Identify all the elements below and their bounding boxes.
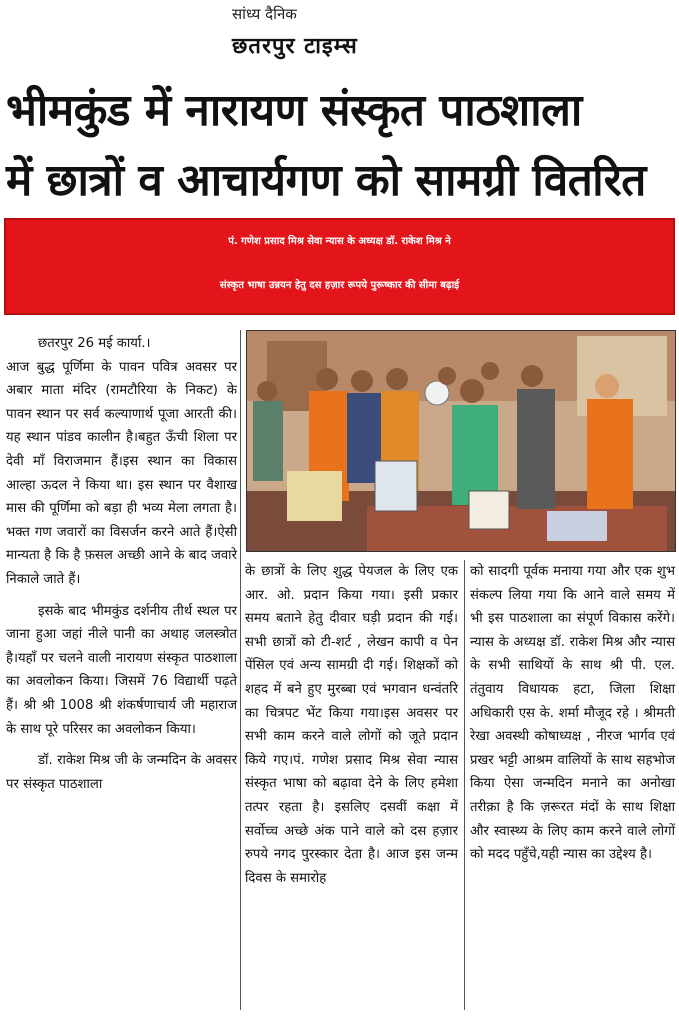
article-column-2 xyxy=(245,560,458,890)
column-divider-1 xyxy=(240,330,241,1010)
dateline: छतरपुर 26 मई कार्या.। xyxy=(38,336,151,351)
paragraph: के छात्रों के लिए शुद्ध पेयजल के लिए एक आर. ओ. प्रदान किया गया। इसी प्रकार समय बताने हेतु दीवार घड़ी प्रदान की गई। सभी छात्रों को टी-शर्ट , लेखन कापी व पेन पेंसिल एवं अन्य सामग्री दी गई। शिक्षकों को शहद में बने हुए मुरब्बा एवं भगवान धन्वंतरि का चित्रपट भेंट किया गया।इस अवसर पर सभी काम करने वाले लोगों को जूते प्रदान किये गए।पं. गणेश प्रसाद मिश्र सेवा न्यास संस्कृत भाषा को बढ़ावा देने के लिए हमेशा तत्पर रहता है। इसलिए दसवीं कक्षा में सर्वोच्च अच्छे अंक पाने वाले को दस हज़ार रुपये नगद पुरस्कार देता है। आज इस जन्म दिवस के समारोह xyxy=(245,564,458,886)
subheadline-line-1: पं. गणेश प्रसाद मिश्र सेवा न्यास के अध्यक्ष डॉ. राकेश मिश्र ने xyxy=(228,236,451,247)
news-photo xyxy=(246,330,676,552)
article-column-1 xyxy=(6,332,237,796)
subheadline-banner xyxy=(4,218,675,315)
headline-line-2: में छात्रों व आचार्यगण को सामग्री वितरित xyxy=(6,155,646,206)
paragraph: आज बुद्ध पूर्णिमा के पावन पवित्र अवसर पर अबार माता मंदिर (रामटौरिया के निकट) के पावन स्थान पर सर्व कल्याणार्थ पूजा आरती की।यह स्थान पांडव कालीन है।बहुत ऊँची शिला पर देवी माँ विराजमान हैं।इस स्थान का विकास आल्हा ऊदल ने किया था। इस स्थान पर वैशाख मास की पूर्णिमा को बड़ा ही भव्य मेला लगता है।भक्त गण जवारों का विसर्जन करने आते हैं।ऐसी मान्यता है कि है फ़सल अच्छी आने के बाद जवारे निकाले जाते हैं। xyxy=(6,359,237,587)
headline-line-1: भीमकुंड में नारायण संस्कृत पाठशाला xyxy=(6,85,582,136)
masthead-tagline: सांध्य दैनिक xyxy=(232,5,297,23)
group-photo-icon xyxy=(247,331,676,552)
masthead-title: छतरपुर टाइम्स xyxy=(232,34,358,59)
column-divider-2 xyxy=(464,560,465,1010)
paragraph: को सादगी पूर्वक मनाया गया और एक शुभ संकल्प लिया गया कि आने वाले समय में भी इस पाठशाला का संपूर्ण विकास करेंगे। न्यास के अध्यक्ष डॉ. राकेश मिश्र और न्यास के सभी साथियों के साथ श्री पी. एल. तंतुवाय विधायक हटा, जिला शिक्षा अधिकारी एस के. शर्मा मौजूद रहे । श्रीमती रेखा अवस्थी कोषाध्यक्ष , नीरज भार्गव एवं प्रखर भट्टी आश्रम वालियों के साथ सहभोज किया ऐसा जन्मदिन मनाने का अनोखा तरीक़ा है कि ज़रूरत मंदों के साथ शिक्षा और स्वास्थ्य के लिए काम करने वाले लोगों को मदद पहुँचे,यही न्यास का उद्देश्य है। xyxy=(470,564,675,863)
subheadline-line-2: संस्कृत भाषा उन्नयन हेतु दस हज़ार रूपये पुरूष्कार की सीमा बढ़ाई xyxy=(219,280,460,291)
paragraph: डॉ. राकेश मिश्र जी के जन्मदिन के अवसर पर संस्कृत पाठशाला xyxy=(6,753,237,792)
paragraph: इसके बाद भीमकुंड दर्शनीय तीर्थ स्थल पर जाना हुआ जहां नीले पानी का अथाह जलस्त्रोत है।यहाँ पर चलने वाली नारायण संस्कृत पाठशाला का अवलोकन किया। जिसमें 76 विद्यार्थी पढ़ते हैं। श्री श्री 1008 श्री शंकर्षणाचार्य जी महाराज के साथ पूरे परिसर का अवलोकन किया। xyxy=(6,603,237,737)
article-column-3 xyxy=(470,560,675,867)
